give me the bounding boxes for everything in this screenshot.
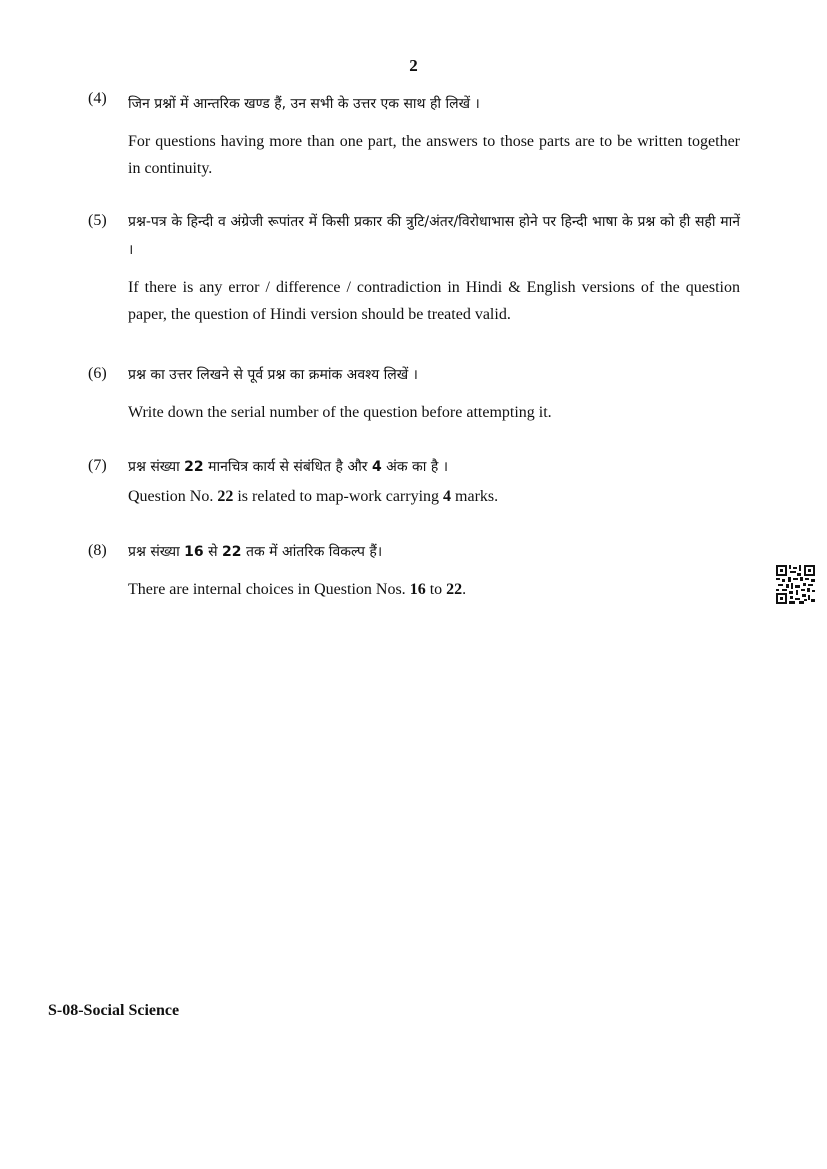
item-number: (7) bbox=[88, 457, 107, 474]
item-number: (4) bbox=[88, 90, 107, 107]
item-number: (6) bbox=[88, 365, 107, 382]
english-text: For questions having more than one part, the answers to those parts are to be written together in continuity. bbox=[128, 133, 740, 177]
english-text: There are internal choices in Question Nos. 16 to 22. bbox=[128, 581, 467, 598]
hindi-text: प्रश्न संख्या 22 मानचित्र कार्य से संबंधित है और 4 अंक का है । bbox=[128, 459, 449, 475]
instruction-item-5 bbox=[88, 208, 740, 328]
qr-code-icon bbox=[776, 565, 815, 604]
instruction-item-7 bbox=[88, 453, 740, 510]
instruction-item-4 bbox=[88, 90, 740, 182]
english-text: Write down the serial number of the question before attempting it. bbox=[128, 404, 552, 421]
hindi-text: प्रश्न संख्या 16 से 22 तक में आंतरिक विकल्प हैं। bbox=[128, 544, 383, 560]
item-number: (8) bbox=[88, 542, 107, 559]
item-number: (5) bbox=[88, 212, 107, 229]
english-text: If there is any error / difference / contradiction in Hindi & English versions of the question paper, the question of Hindi version should be treated valid. bbox=[128, 279, 740, 323]
instruction-item-6 bbox=[88, 361, 740, 426]
footer-code: S-08-Social Science bbox=[48, 1002, 180, 1019]
page-number: 2 bbox=[409, 56, 418, 75]
hindi-text: प्रश्न का उत्तर लिखने से पूर्व प्रश्न का क्रमांक अवश्य लिखें । bbox=[128, 367, 418, 383]
hindi-text: प्रश्न-पत्र के हिन्दी व अंग्रेजी रूपांतर में किसी प्रकार की त्रुटि/अंतर/विरोधाभास होने पर हिन्दी भाषा के प्रश्न को ही सही मानें । bbox=[128, 214, 740, 258]
english-text: Question No. 22 is related to map-work carrying 4 marks. bbox=[128, 488, 499, 505]
instruction-item-8 bbox=[88, 538, 740, 603]
hindi-text: जिन प्रश्नों में आन्तरिक खण्ड हैं, उन सभी के उत्तर एक साथ ही लिखें । bbox=[128, 96, 480, 112]
